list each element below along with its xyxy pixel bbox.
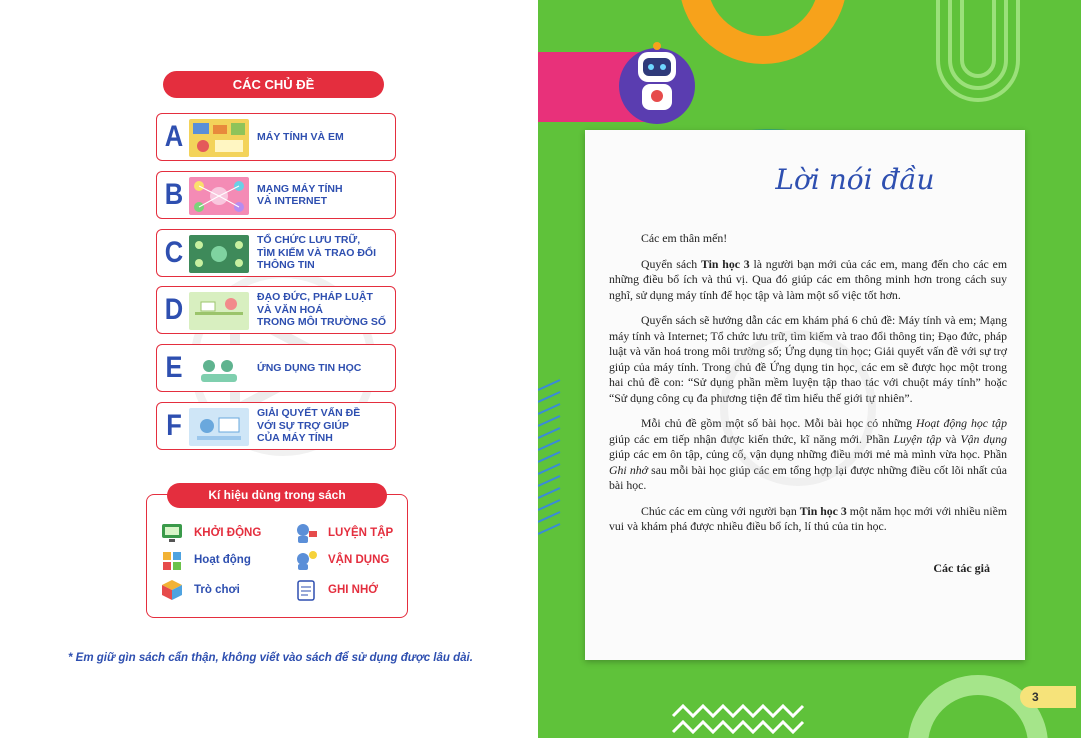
left-page	[0, 0, 538, 738]
legend-luyen-tap	[294, 522, 393, 544]
watermark-circle	[720, 330, 876, 486]
legend-tro-choi	[160, 579, 240, 601]
robot-mascot-icon	[612, 38, 702, 128]
paragraph-2: Quyển sách sẽ hướng dẫn các em khám phá 6 chủ đề: Máy tính và em; Mạng máy tính và Internet; Tổ chức lưu trữ, tìm kiếm và trao đổi thông tin; Đạo đức, pháp luật và văn hoá trong môi trường số; Ứng dụng tin học; Giải quyết vấn đề với sự trợ giúp của máy tính. Trong chủ đề Ứng dụng tin học, các em sẽ được học một trong hai chủ đề con: “Sử dụng phần mềm luyện tập thao tác với chuột máy tính” hoặc “Sử dụng công cụ đa phương tiện để tìm hiểu thế giới tự nhiên”.	[609, 313, 1007, 405]
legend-label: VẬN DỤNG	[328, 554, 390, 566]
topic-letter: D	[164, 293, 184, 326]
topic-label: ỨNG DỤNG TIN HỌC	[257, 361, 362, 374]
legend-label: KHỞI ĐỘNG	[194, 527, 262, 539]
topic-d	[156, 286, 396, 334]
topic-label: MÁY TÍNH VÀ EM	[257, 130, 344, 143]
topic-letter: F	[166, 409, 182, 442]
topic-f-thumbnail-icon	[189, 408, 249, 446]
notebook-icon	[294, 579, 318, 601]
legend-khoi-dong	[160, 522, 261, 544]
signature: Các tác giả	[933, 561, 990, 575]
paragraph-1: Quyển sách Tin học 3 là người bạn mới của các em, mang đến cho các em những điều bổ ích và thú vị. Qua đó giúp các em thông minh hơn trong cách suy nghĩ, sử dụng máy tính để học tập và làm một số việc tốt hơn.	[609, 256, 1007, 302]
topic-label: TỔ CHỨC LƯU TRỮ, TÌM KIẾM VÀ TRAO ĐỔI THÔNG TIN	[257, 234, 376, 272]
topic-letter: E	[165, 351, 183, 384]
footnote: * Em giữ gìn sách cẩn thận, không viết vào sách để sử dụng được lâu dài.	[68, 652, 473, 664]
topic-b-thumbnail-icon	[189, 177, 249, 215]
topic-d-thumbnail-icon	[189, 292, 249, 330]
topic-b	[156, 171, 396, 219]
robot-lightbulb-icon	[294, 549, 318, 571]
topic-label: GIẢI QUYẾT VẤN ĐỀ VỚI SỰ TRỢ GIÚP CỦA MÁY TÍNH	[257, 407, 361, 445]
topic-letter: A	[164, 120, 184, 153]
legend-label: GHI NHỚ	[328, 584, 379, 596]
topic-a	[156, 113, 396, 161]
topic-label: MẠNG MÁY TÍNH VÀ INTERNET	[257, 182, 343, 207]
robot-practice-icon	[294, 522, 318, 544]
paragraph-3: Mỗi chủ đề gồm một số bài học. Mỗi bài học có những Hoạt động học tập giúp các em tiếp nhận được kiến thức, kĩ năng mới. Phần Luyện tập và Vận dụng giúp các em ôn tập, củng cố, vận dụng những điều mới mẻ mà mình vừa học. Phần Ghi nhớ sau mỗi bài học giúp các em tổng hợp lại được những điều cốt lõi nhất của bài học.	[609, 416, 1007, 492]
rubik-cube-icon	[160, 579, 184, 601]
topic-e-thumbnail-icon	[189, 350, 249, 388]
computer-icon	[160, 522, 184, 544]
preface-title: Lời nói đầu	[775, 163, 935, 196]
puzzle-icon	[160, 549, 184, 571]
topic-e	[156, 344, 396, 392]
legend-label: Hoạt động	[194, 554, 251, 566]
legend-van-dung	[294, 549, 389, 571]
legend-title: Kí hiệu dùng trong sách	[167, 483, 387, 508]
topic-a-thumbnail-icon	[189, 119, 249, 157]
legend-label: Trò chơi	[194, 584, 240, 596]
legend-hoat-dong	[160, 549, 251, 571]
topic-c-thumbnail-icon	[189, 235, 249, 273]
legend-ghi-nho	[294, 579, 378, 601]
topic-letter: C	[164, 236, 184, 269]
topics-title: CÁC CHỦ ĐỀ	[163, 71, 384, 98]
legend-label: LUYỆN TẬP	[328, 527, 394, 539]
greeting: Các em thân mến!	[641, 231, 728, 245]
topic-label: ĐẠO ĐỨC, PHÁP LUẬT VÀ VĂN HOÁ TRONG MÔI TRƯỜNG SỐ	[257, 291, 387, 329]
topic-f	[156, 402, 396, 450]
topic-c	[156, 229, 396, 277]
paragraph-4: Chúc các em cùng với người bạn Tin học 3 một năm học mới với nhiều niềm vui và khám phá được nhiều điều bổ ích, lí thú của tin học.	[609, 503, 1008, 533]
topic-letter: B	[164, 178, 184, 211]
page-number: 3	[1020, 686, 1076, 708]
